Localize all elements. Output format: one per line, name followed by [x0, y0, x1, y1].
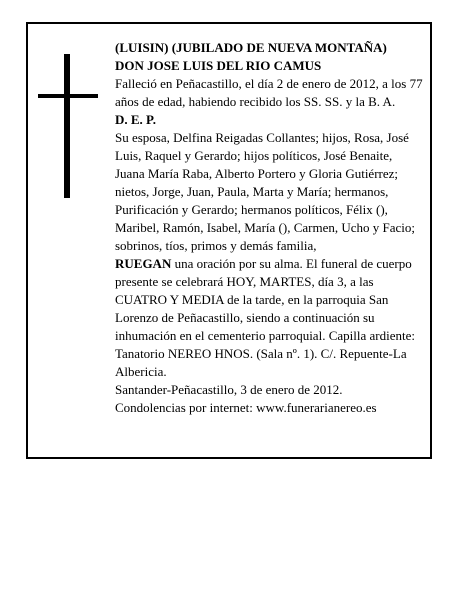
dep-line: D. E. P.: [115, 112, 157, 127]
deceased-name: DON JOSE LUIS DEL RIO CAMUS: [115, 58, 322, 73]
cross-vertical-bar: [64, 54, 70, 198]
ruegan-label: RUEGAN: [115, 256, 172, 271]
funeral-request: [115, 255, 425, 381]
obituary-text: [115, 39, 425, 417]
place-date: Santander-Peñacastillo, 3 de enero de 2012.: [115, 382, 343, 397]
cross-icon: [38, 54, 98, 204]
family-list: Su esposa, Delfina Reigadas Collantes; hijos, Rosa, José Luis, Raquel y Gerardo; hijos políticos, José Benaite, Juana María Raba, Alberto Portero y Gloria Gutiérrez; nietos, Jorge, Juan, Paula, Marta y María; hermanos, Purificación y Gerardo; hermanos políticos, Félix (), Maribel, Ramón, Isabel, María (), Carmen, Ucho y Facio; sobrinos, tíos, primos y demás familia,: [115, 130, 415, 253]
cross-horizontal-bar: [38, 94, 98, 98]
funeral-details: una oración por su alma. El funeral de cuerpo presente se celebrará HOY, MARTES, día 3, a las CUATRO Y MEDIA de la tarde, en la parroquia San Lorenzo de Peñacastillo, siendo a continuación su inhumación en el cementerio parroquial. Capilla ardiente: Tanatorio NEREO HNOS. (Sala nº. 1). C/. Repuente-La Albericia.: [115, 256, 415, 379]
nickname-heading: (LUISIN) (JUBILADO DE NUEVA MONTAÑA): [115, 40, 387, 55]
obituary-notice: [26, 22, 432, 459]
condolences-line: Condolencias por internet: www.funerarianereo.es: [115, 400, 377, 415]
death-statement: Falleció en Peñacastillo, el día 2 de enero de 2012, a los 77 años de edad, habiendo recibido los SS. SS. y la B. A.: [115, 76, 423, 109]
